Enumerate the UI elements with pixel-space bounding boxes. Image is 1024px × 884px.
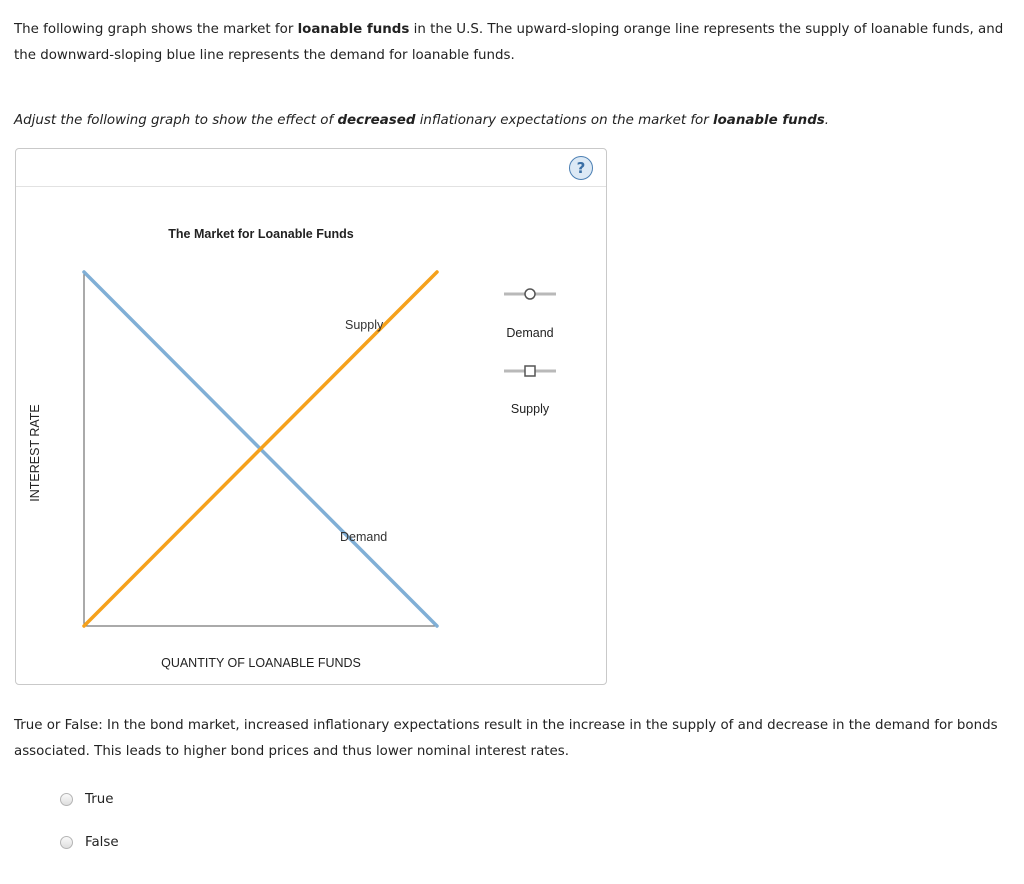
square-icon: [525, 366, 535, 376]
instruction-part: .: [824, 113, 830, 128]
radio-button-false[interactable]: [60, 836, 73, 849]
help-icon[interactable]: ?: [569, 156, 593, 180]
instruction-bold-term: decreased: [337, 113, 416, 128]
palette-demand-tool[interactable]: [504, 289, 556, 340]
question-text: True or False: In the bond market, increased inflationary expectations result in the increase in the supply of and decrease in the demand for bonds associated. This leads to higher bond prices and thus lower nominal interest rates.: [14, 718, 998, 759]
intro-text-part: in the U.S. The upward-sloping orange line represents the supply of loanable funds, and the downward-sloping blue line represents the demand for loanable funds.: [14, 22, 1004, 63]
chart-title: The Market for Loanable Funds: [168, 227, 354, 241]
y-axis-label: INTEREST RATE: [28, 404, 42, 502]
option-true[interactable]: [60, 790, 113, 808]
palette-supply-tool[interactable]: [504, 366, 556, 416]
x-axis-label: QUANTITY OF LOANABLE FUNDS: [161, 656, 361, 670]
instruction-part: Adjust the following graph to show the effect of: [14, 113, 338, 128]
palette-supply-label: Supply: [510, 402, 550, 416]
instruction-bold-term: loanable funds: [713, 113, 825, 128]
circle-icon: [525, 289, 535, 299]
option-false-label: False: [85, 834, 119, 850]
intro-text: [14, 17, 1004, 69]
palette-demand-label: Demand: [506, 326, 554, 340]
graph-canvas: [16, 149, 606, 684]
intro-bold-term: loanable funds: [297, 22, 410, 37]
instruction-text: [14, 108, 829, 134]
option-true-label: True: [85, 791, 114, 807]
intro-text-part: The following graph shows the market for: [14, 22, 298, 37]
option-false[interactable]: [60, 833, 119, 851]
graph-widget: [15, 148, 607, 685]
supply-curve-label: Supply: [345, 318, 384, 332]
demand-curve-label: Demand: [340, 530, 388, 544]
radio-button-true[interactable]: [60, 793, 73, 806]
instruction-part: inflationary expectations on the market for: [415, 113, 713, 128]
